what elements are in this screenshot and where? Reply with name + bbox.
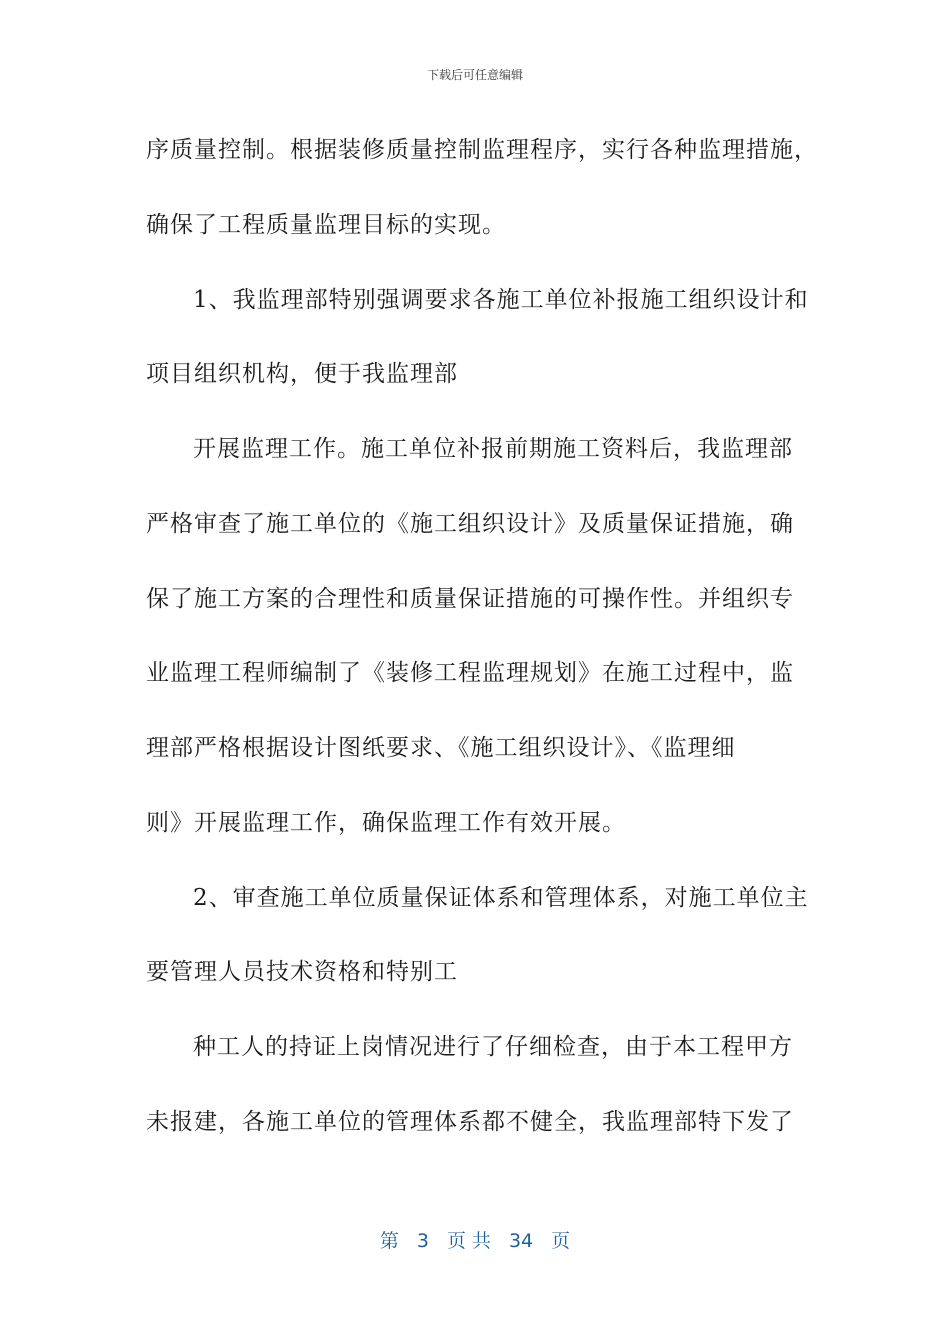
page-label-prefix: 第 [379,1230,399,1252]
body-line: 2、审查施工单位质量保证体系和管理体系，对施工单位主 [193,885,809,911]
page-header: 下载后可任意编辑 [426,68,523,82]
page-label-suffix: 页 [551,1230,571,1252]
body-line: 1、我监理部特别强调要求各施工单位补报施工组织设计和 [193,287,809,313]
page-label-middle: 页 共 [446,1230,492,1252]
current-page-number: 3 [416,1230,429,1252]
body-line: 未报建，各施工单位的管理体系都不健全，我监理部特下发了 [146,1109,794,1135]
body-line: 保了施工方案的合理性和质量保证措施的可操作性。并组织专 [146,586,794,612]
body-line: 理部严格根据设计图纸要求、《施工组织设计》、《监理细 [146,735,736,761]
body-line: 序质量控制。根据装修质量控制监理程序，实行各种监理措施， [146,137,818,163]
body-line: 项目组织机构，便于我监理部 [146,361,458,387]
body-line: 则》开展监理工作，确保监理工作有效开展。 [146,810,626,836]
total-page-number: 34 [508,1230,534,1252]
page-number-footer [0,1226,950,1253]
body-line: 开展监理工作。施工单位补报前期施工资料后，我监理部 [193,436,793,462]
body-line: 确保了工程质量监理目标的实现。 [146,212,506,238]
body-line: 严格审查了施工单位的《施工组织设计》及质量保证措施，确 [146,511,794,537]
body-line: 业监理工程师编制了《装修工程监理规划》在施工过程中，监 [146,660,794,686]
body-line: 要管理人员技术资格和特别工 [146,959,458,985]
body-line: 种工人的持证上岗情况进行了仔细检查，由于本工程甲方 [193,1034,793,1060]
